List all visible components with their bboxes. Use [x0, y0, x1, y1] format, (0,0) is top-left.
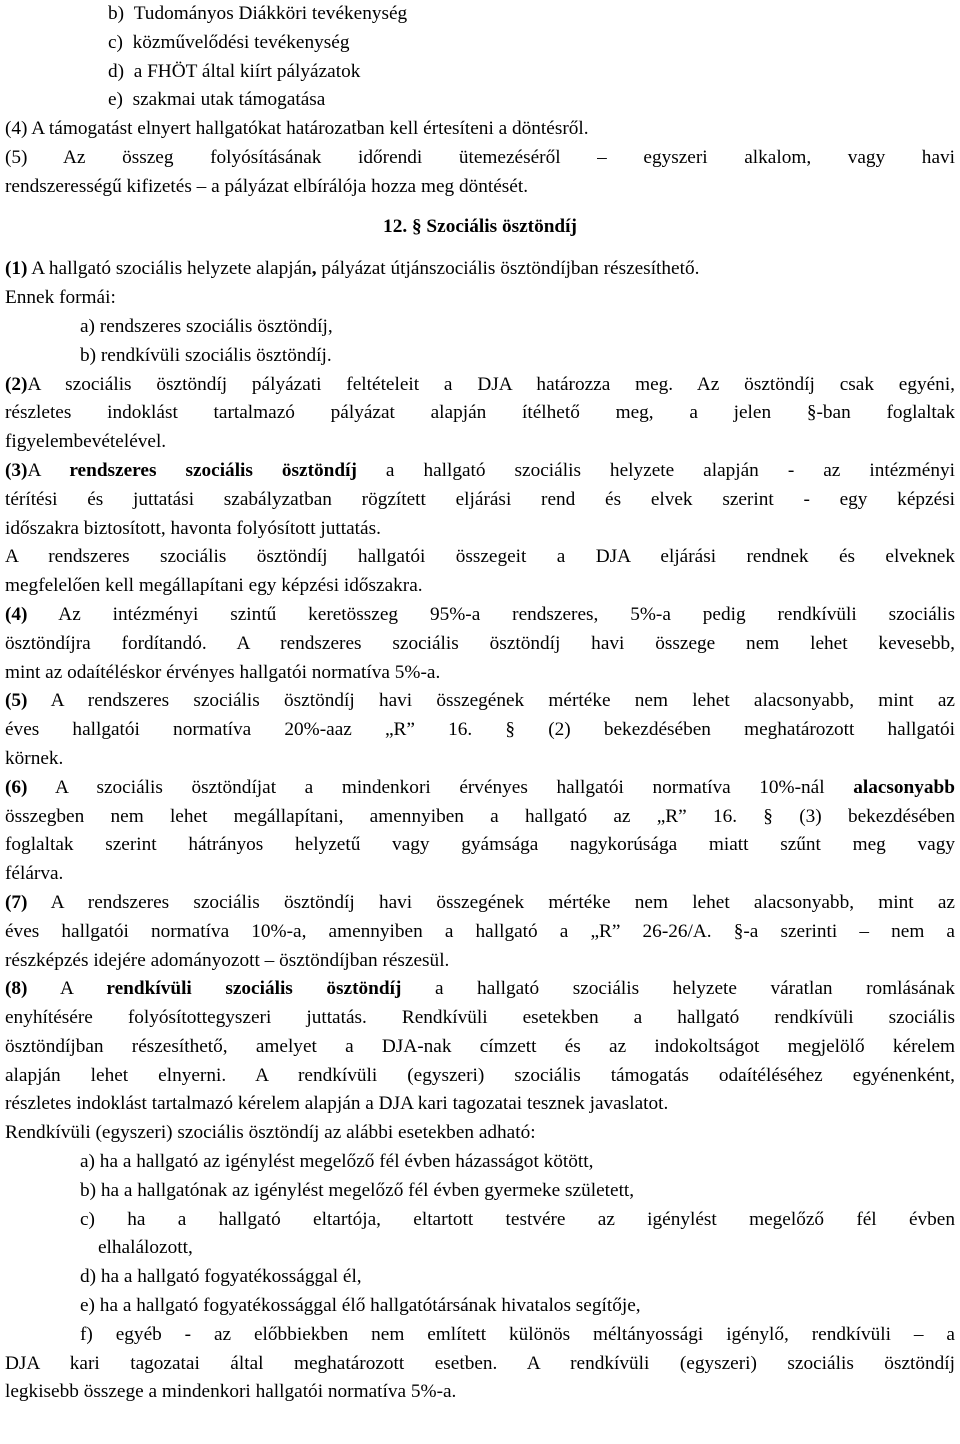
section-heading: 12. § Szociális ösztöndíj: [383, 215, 577, 237]
s4-line-1: [5, 601, 955, 630]
list-item-e: e) szakmai utak támogatása: [108, 89, 326, 111]
s4-line-2: ösztöndíjra fordítandó. A rendszeres szociális ösztöndíj havi összege nem lehet kevesebb,: [5, 632, 955, 654]
s8-case-c-line-1: c) ha a hallgató eltartója, eltartott testvére az igénylést megelőző fél évben: [80, 1208, 955, 1230]
s7-line-3: részképzés idejére adományozott – ösztöndíjban részesül.: [5, 949, 450, 971]
s1-form-a: a) rendszeres szociális ösztöndíj,: [80, 315, 333, 337]
s6-bold-word: alacsonyabb: [853, 776, 955, 798]
s3-rest: a hallgató szociális helyzete alapján - az intézményi: [356, 459, 955, 481]
s7-number: (7): [5, 891, 28, 913]
s4-text-1: Az intézményi szintű keretösszeg 95%-a rendszeres, 5%-a pedig rendkívüli szociális: [27, 603, 955, 625]
s1-line-2: Ennek formái:: [5, 287, 116, 309]
s5-line-3: körnek.: [5, 747, 64, 769]
s3-line-1: [5, 457, 955, 486]
s8-number: (8): [5, 978, 28, 1000]
s6-line-4: félárva.: [5, 863, 64, 885]
s2-text-1: A szociális ösztöndíj pályázati feltételeit a DJA határozza meg. Az ösztöndíj csak egyéni,: [27, 373, 955, 395]
s7-line-1: [5, 889, 955, 918]
s8-case-f-line-1: f) egyéb - az előbbiekben nem említett különös méltányossági igénylő, rendkívüli – a: [80, 1323, 955, 1345]
s5-line-1: [5, 687, 955, 716]
paragraph-5-line-1: (5) Az összeg folyósításának időrendi ütemezéséről – egyszeri alkalom, vagy havi: [5, 146, 955, 168]
s1-line-1: [5, 255, 955, 284]
s8-line-1: [5, 975, 955, 1004]
s2-number: (2): [5, 373, 28, 395]
s5-line-2: éves hallgatói normatíva 20%-aaz „R” 16. § (2) bekezdésében meghatározott hallgatói: [5, 719, 955, 741]
s6-number: (6): [5, 776, 28, 798]
s3-line-5: megfelelően kell megállapítani egy képzési időszakra.: [5, 575, 423, 597]
s7-line-2: éves hallgatói normatíva 10%-a, amennyiben a hallgató a „R” 26-26/A. §-a szerinti – nem a: [5, 920, 955, 942]
s8-line-3: ösztöndíjban részesíthető, amelyet a DJA-nak címzett és az indokoltságot megjelölő kérelem: [5, 1035, 955, 1057]
s5-text-1: A rendszeres szociális ösztöndíj havi összegének mértéke nem lehet alacsonyabb, mint az: [27, 690, 955, 712]
list-item-b: b) Tudományos Diákköri tevékenység: [108, 3, 408, 24]
list-item-c: c) közművelődési tevékenység: [108, 31, 350, 53]
s8-case-f-line-3: legkisebb összege a mindenkori hallgatói normatíva 5%-a.: [5, 1381, 457, 1403]
s4-number: (4): [5, 603, 28, 625]
s8-case-b: b) ha a hallgatónak az igénylést megelőző fél évben gyermeke született,: [80, 1179, 635, 1201]
s1-text-c: pályázat útjánszociális ösztöndíjban részesíthető.: [321, 258, 700, 280]
s1-text-comma: ,: [311, 258, 322, 280]
s6-line-1: [5, 774, 955, 803]
s8-case-e: e) ha a hallgató fogyatékossággal élő hallgatótársának hivatalos segítője,: [80, 1295, 641, 1317]
s8-rest: a hallgató szociális helyzete váratlan romlásának: [401, 978, 955, 1000]
s2-line-1: [5, 371, 955, 400]
s1-form-b: b) rendkívüli szociális ösztöndíj.: [80, 344, 332, 366]
s6-text-1: A szociális ösztöndíjat a mindenkori érvényes hallgatói normatíva 10%-nál: [27, 776, 854, 798]
s6-line-3: foglaltak szerint hátrányos helyzetű vagy gyámsága nagykorúsága miatt szűnt meg vagy: [5, 834, 955, 856]
s7-text-1: A rendszeres szociális ösztöndíj havi összegének mértéke nem lehet alacsonyabb, mint az: [27, 891, 955, 913]
s8-line-5: részletes indoklást tartalmazó kérelem alapján a DJA kari tagozatai tesznek javaslatot.: [5, 1093, 669, 1115]
s8-bold-term: rendkívüli szociális ösztöndíj: [106, 978, 402, 1000]
s8-line-4: alapján lehet elnyerni. A rendkívüli (egyszeri) szociális támogatás odaítéléséhez egyénenként,: [5, 1064, 955, 1086]
s3-pre: A: [27, 459, 70, 481]
s8-line-6: Rendkívüli (egyszeri) szociális ösztöndíj az alábbi esetekben adható:: [5, 1122, 536, 1144]
s1-number: (1): [5, 258, 28, 280]
s3-line-4: A rendszeres szociális ösztöndíj hallgatói összegeit a DJA eljárási rendnek és elveknek: [5, 546, 955, 568]
s3-number: (3): [5, 459, 28, 481]
s3-bold-term: rendszeres szociális ösztöndíj: [69, 459, 357, 481]
s1-text-a: A hallgató szociális helyzete alapján: [27, 258, 312, 280]
s8-case-f-line-2: DJA kari tagozatai által meghatározott esetben. A rendkívüli (egyszeri) szociális ösztöndíj: [5, 1352, 955, 1374]
s2-line-3: figyelembevételével.: [5, 431, 167, 453]
s6-line-2: összegben nem lehet megállapítani, amennyiben a hallgató az „R” 16. § (3) bekezdésében: [5, 805, 955, 827]
list-item-d: d) a FHÖT által kiírt pályázatok: [108, 60, 361, 82]
s8-case-a: a) ha a hallgató az igénylést megelőző fél évben házasságot kötött,: [80, 1151, 594, 1173]
s4-line-3: mint az odaítéléskor érvényes hallgatói normatíva 5%-a.: [5, 661, 441, 683]
s8-pre: A: [27, 978, 107, 1000]
s3-line-2: térítési és juttatási szabályzatban rögzített eljárási rend és elvek szerint - egy képzési: [5, 488, 955, 510]
s8-case-c-line-2: elhalálozott,: [98, 1237, 193, 1259]
paragraph-5-line-2: rendszerességű kifizetés – a pályázat elbírálója hozza meg döntését.: [5, 175, 529, 197]
paragraph-4-notification: (4) A támogatást elnyert hallgatókat határozatban kell értesíteni a döntésről.: [5, 118, 589, 140]
s8-line-2: enyhítésére folyósítottegyszeri juttatás. Rendkívüli esetekben a hallgató rendkívüli szociális: [5, 1007, 955, 1029]
s2-line-2: részletes indoklást tartalmazó pályázat alapján ítélhető meg, a jelen §-ban foglaltak: [5, 402, 955, 424]
s5-number: (5): [5, 690, 28, 712]
s8-case-d: d) ha a hallgató fogyatékossággal él,: [80, 1266, 362, 1288]
s3-line-3: időszakra biztosított, havonta folyósított juttatás.: [5, 517, 381, 539]
